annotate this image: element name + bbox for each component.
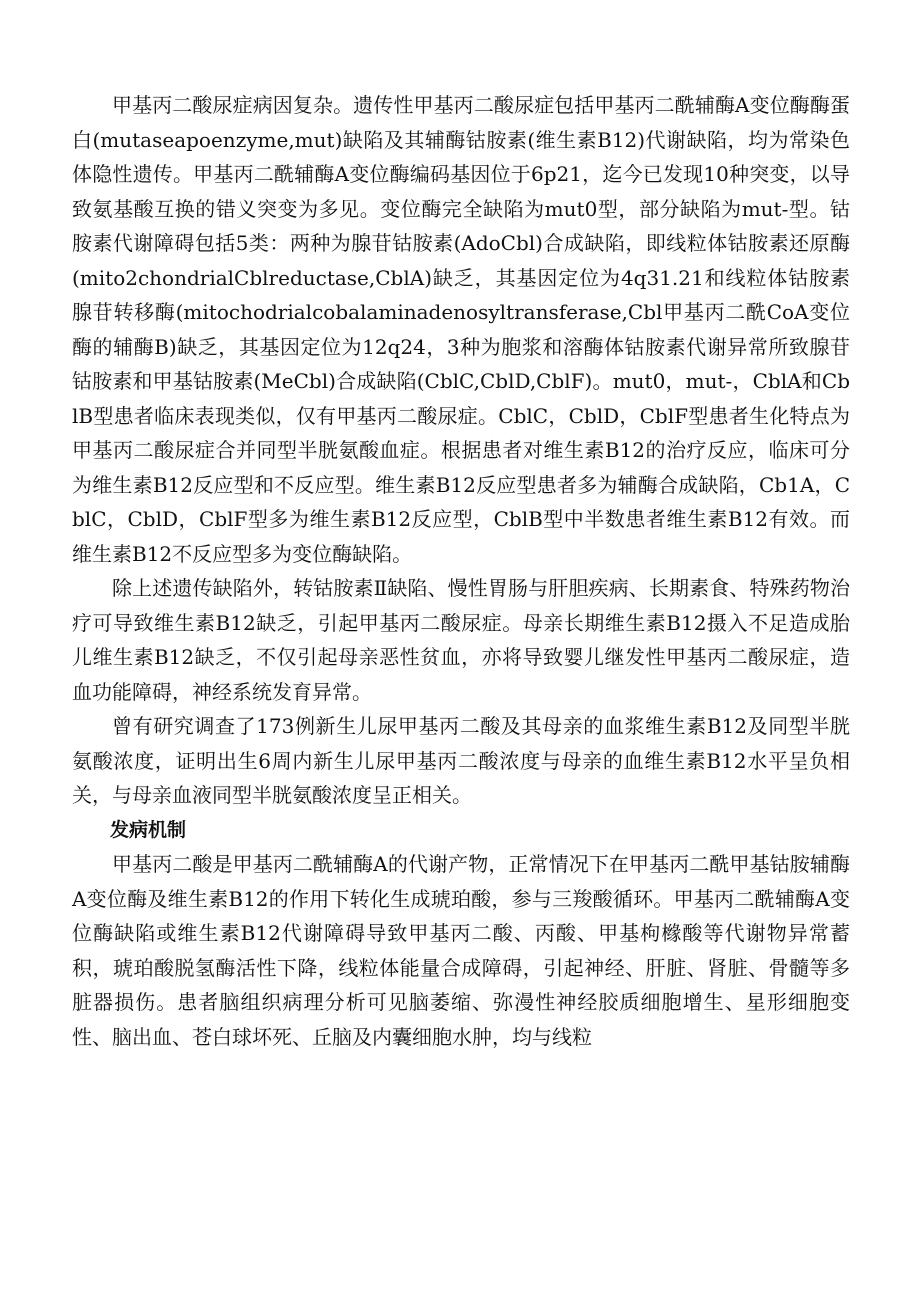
paragraph-etiology: 甲基丙二酸尿症病因复杂。遗传性甲基丙二酸尿症包括甲基丙二酰辅酶A变位酶酶蛋白(mutaseapoenzyme,mut)缺陷及其辅酶钴胺素(维生素B12)代谢缺陷，均为常染色体隐性遗传。甲基丙二酰辅酶A变位酶编码基因位于6p21，迄今已发现10种突变，以导致氨基酸互换的错义突变为多见。变位酶完全缺陷为mut0型，部分缺陷为mut-型。钴胺素代谢障碍包括5类：两种为腺苷钴胺素(AdoCbl)合成缺陷，即线粒体钴胺素还原酶(mito2chondrialCblreductase,CblA)缺乏，其基因定位为4q31.21和线粒体钴胺素腺苷转移酶(mitochodrialcobalaminadenosyltransferase,Cbl甲基丙二酰CoA变位酶的辅酶B)缺乏，其基因定位为12q24，3种为胞浆和溶酶体钴胺素代谢异常所致腺苷钴胺素和甲基钴胺素(MeCbl)合成缺陷(CblC,CblD,CblF)。mut0，mut-，CblA和CblB型患者临床表现类似，仅有甲基丙二酸尿症。CblC，CblD，CblF型患者生化特点为甲基丙二酸尿症合并同型半胱氨酸血症。根据患者对维生素B12的治疗反应，临床可分为维生素B12反应型和不反应型。维生素B12反应型患者多为辅酶合成缺陷，Cb1A，CblC，CblD，CblF型多为维生素B12反应型，CblB型中半数患者维生素B12有效。而维生素B12不反应型多为变位酶缺陷。 xyxy=(72,93,850,566)
paragraph-study: 曾有研究调查了173例新生儿尿甲基丙二酸及其母亲的血浆维生素B12及同型半胱氨酸浓度，证明出生6周内新生儿尿甲基丙二酸浓度与母亲的血维生素B12水平呈负相关，与母亲血液同型半胱氨酸浓度呈正相关。 xyxy=(72,714,850,807)
document-page xyxy=(72,88,850,1054)
section-heading: 发病机制 xyxy=(110,818,187,841)
paragraph-acquired-causes: 除上述遗传缺陷外，转钴胺素Ⅱ缺陷、慢性胃肠与肝胆疾病、长期素食、特殊药物治疗可导致维生素B12缺乏，引起甲基丙二酸尿症。母亲长期维生素B12摄入不足造成胎儿维生素B12缺乏，不仅引起母亲恶性贫血，亦将导致婴儿继发性甲基丙二酸尿症，造血功能障碍，神经系统发育异常。 xyxy=(72,576,850,704)
paragraph-pathogenesis: 甲基丙二酸是甲基丙二酰辅酶A的代谢产物，正常情况下在甲基丙二酰甲基钴胺辅酶A变位酶及维生素B12的作用下转化生成琥珀酸，参与三羧酸循环。甲基丙二酰辅酶A变位酶缺陷或维生素B12代谢障碍导致甲基丙二酸、丙酸、甲基枸橼酸等代谢物异常蓄积，琥珀酸脱氢酶活性下降，线粒体能量合成障碍，引起神经、肝脏、肾脏、骨髓等多脏器损伤。患者脑组织病理分析可见脑萎缩、弥漫性神经胶质细胞增生、星形细胞变性、脑出血、苍白球坏死、丘脑及内囊细胞水肿，均与线粒 xyxy=(72,852,850,1049)
